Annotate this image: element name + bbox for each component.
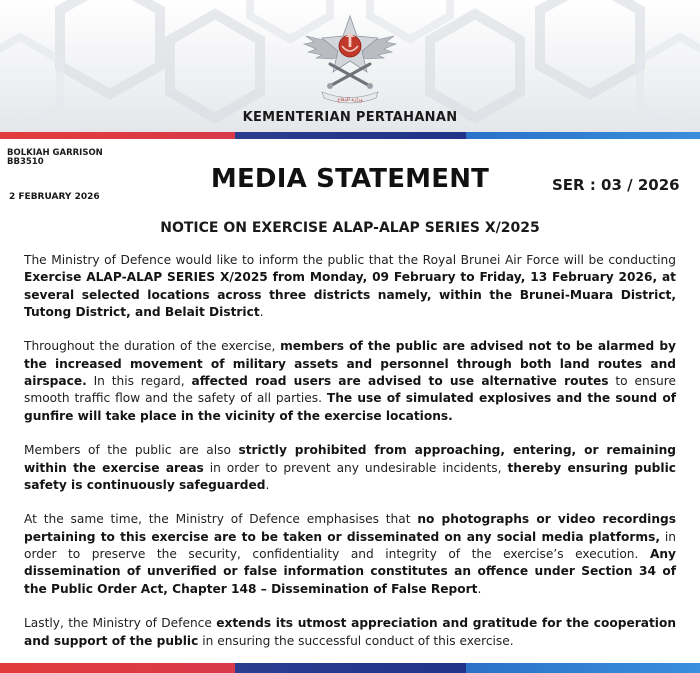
paragraph-text: .: [265, 477, 270, 492]
address-line-2: BB3510: [7, 157, 44, 167]
tricolor-stripe-top: [0, 132, 700, 139]
paragraph-text: Lastly, the Ministry of Defence: [24, 616, 217, 631]
paragraph-text: Members of the public are also: [24, 443, 239, 458]
paragraph-text: At the same time, the Ministry of Defence emphasises that: [24, 512, 418, 527]
ministry-crest-logo: [300, 6, 400, 106]
sender-address: [7, 149, 103, 167]
paragraph-text: .: [477, 581, 482, 596]
emphasis-text: Exercise ALAP-ALAP SERIES X/2025 from Monday, 09 February to Friday, 13 February 2026, at several selected locations across three districts namely, within the Brunei-Muara District, Tutong District, and Belait District: [24, 270, 676, 319]
paragraph: [24, 615, 676, 650]
serial-number: SER : 03 / 2026: [552, 176, 680, 194]
stripe-navy-segment: [235, 132, 466, 139]
paragraph: [24, 338, 676, 424]
emphasis-text: extends its utmost appreciation and gratitude for the cooperation and support of the public: [24, 616, 677, 648]
tricolor-stripe-bottom: [0, 663, 700, 673]
document-title: MEDIA STATEMENT: [210, 164, 490, 194]
paragraph-text: in order to preserve the security, confidentiality and integrity of the exercise’s execution.: [24, 529, 676, 562]
emphasis-text: The use of simulated explosives and the sound of gunfire will take place in the vicinity of the exercise locations.: [24, 391, 676, 423]
address-line-1: BOLKIAH GARRISON: [7, 148, 103, 158]
statement-date: 2 FEBRUARY 2026: [9, 192, 100, 202]
letterhead: [0, 0, 700, 133]
stripe-blue-segment: [466, 663, 700, 673]
emphasis-text: strictly prohibited from approaching, entering, or remaining within the exercise areas: [24, 443, 677, 475]
paragraph: [24, 442, 676, 494]
emphasis-text: affected road users are advised to use alternative routes: [191, 374, 609, 389]
statement-body: [24, 252, 676, 667]
emphasis-text: no photographs or video recordings pertaining to this exercise are to be taken or disseminated on any social media platforms,: [24, 512, 676, 544]
paragraph-text: Throughout the duration of the exercise,: [24, 339, 281, 354]
stripe-blue-segment: [466, 132, 700, 139]
stripe-red-segment: [0, 663, 235, 673]
paragraph: [24, 252, 676, 321]
paragraph-text: The Ministry of Defence would like to inform the public that the Royal Brunei Air Force will be conducting: [24, 253, 676, 267]
paragraph-text: .: [259, 304, 264, 319]
paragraph: [24, 511, 676, 597]
paragraph-text: In this regard,: [86, 374, 192, 389]
paragraph-text: to ensure smooth traffic flow and the safety of all parties.: [24, 374, 677, 406]
crest-script-text: ﻭﺯﺍﺭﺓ ﺍﻟﺪﻓﺎﻉ: [337, 97, 363, 103]
stripe-red-segment: [0, 132, 235, 139]
ministry-name: KEMENTERIAN PERTAHANAN: [242, 110, 458, 125]
emphasis-text: members of the public are advised not to be alarmed by the increased movement of military assets and personnel through both land routes and airspace.: [24, 339, 676, 389]
paragraph-text: in ensuring the successful conduct of this exercise.: [198, 633, 514, 648]
stripe-navy-segment: [235, 663, 466, 673]
emphasis-text: thereby ensuring public safety is continuously safeguarded: [24, 460, 676, 492]
notice-subtitle: NOTICE ON EXERCISE ALAP-ALAP SERIES X/2025: [160, 220, 540, 236]
emphasis-text: Any dissemination of unverified or false information constitutes an offence under Section 34 of the Public Order Act, Chapter 148 – Dissemination of False Report: [24, 547, 676, 596]
paragraph-text: in order to prevent any undesirable incidents,: [203, 460, 508, 475]
